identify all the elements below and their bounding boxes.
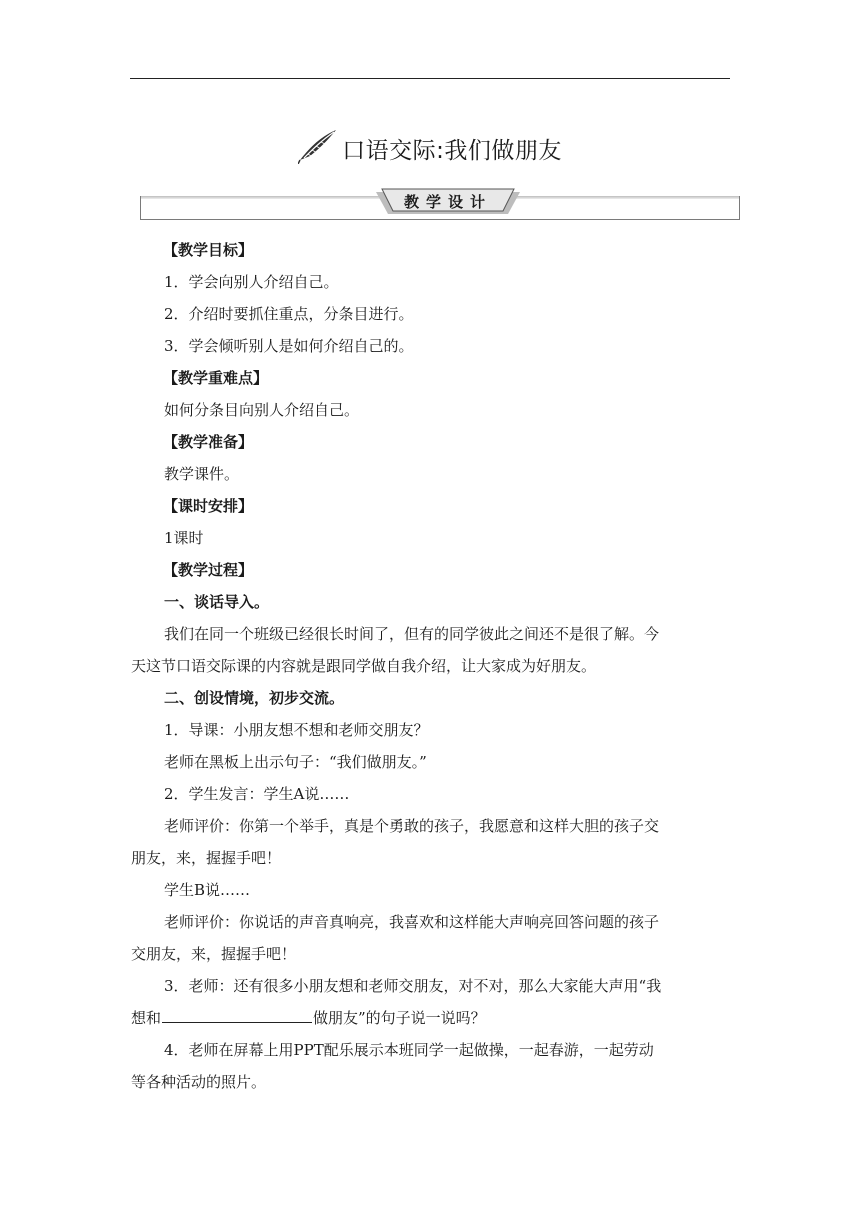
title-row [0,128,860,168]
paragraph-line: 等各种活动的照片。 [131,1073,267,1091]
key-points-text: 如何分条目向别人介绍自己。 [164,401,360,419]
fill-in-prefix: 想和 [131,1009,162,1027]
fill-in-blank [162,1008,312,1023]
paragraph-line: 交朋友，来，握握手吧！ [131,945,297,963]
step-heading: 一、谈话导入。 [164,593,270,611]
paragraph-line: 朋友，来，握握手吧！ [131,849,282,867]
top-rule [130,78,730,79]
paragraph-line: 1．导课：小朋友想不想和老师交朋友？ [164,721,429,739]
paragraph-line: 我们在同一个班级已经很长时间了，但有的同学彼此之间还不是很了解。今 [164,625,660,643]
paragraph-line: 学生B说…… [164,881,251,899]
paragraph-line: 3．老师：还有很多小朋友想和老师交朋友，对不对，那么大家能大声用“我 [164,977,662,995]
key-points-heading: 【教学重难点】 [163,369,269,387]
fill-in-suffix: 做朋友”的句子说一说吗？ [313,1009,486,1027]
preparation-heading: 【教学准备】 [163,433,254,451]
paragraph-line: 天这节口语交际课的内容就是跟同学做自我介绍，让大家成为好朋友。 [131,657,597,675]
goals-heading: 【教学目标】 [163,241,254,259]
schedule-text: 1课时 [164,529,204,547]
paragraph-line [131,1008,486,1028]
banner-label: 教学设计 [403,193,492,211]
step-heading: 二、创设情境，初步交流。 [164,689,345,707]
paragraph-line: 老师在黑板上出示句子：“我们做朋友。” [164,753,427,771]
process-heading: 【教学过程】 [163,561,254,579]
goal-item: 1．学会向别人介绍自己。 [164,273,339,291]
goal-item: 3．学会倾听别人是如何介绍自己的。 [164,337,414,355]
paragraph-line: 老师评价：你第一个举手，真是个勇敢的孩子，我愿意和这样大胆的孩子交 [164,817,660,835]
schedule-heading: 【课时安排】 [163,497,254,515]
page-title: 口语交际:我们做朋友 [342,137,562,164]
paragraph-line: 老师评价：你说话的声音真响亮，我喜欢和这样能大声响亮回答问题的孩子 [164,913,660,931]
paragraph-line: 2．学生发言：学生A说…… [164,785,350,803]
section-banner [140,188,740,222]
quill-pen-icon [298,128,338,168]
preparation-text: 教学课件。 [164,465,240,483]
goal-item: 2．介绍时要抓住重点，分条目进行。 [164,305,414,323]
paragraph-line: 4．老师在屏幕上用PPT配乐展示本班同学一起做操，一起春游，一起劳动 [164,1041,654,1059]
